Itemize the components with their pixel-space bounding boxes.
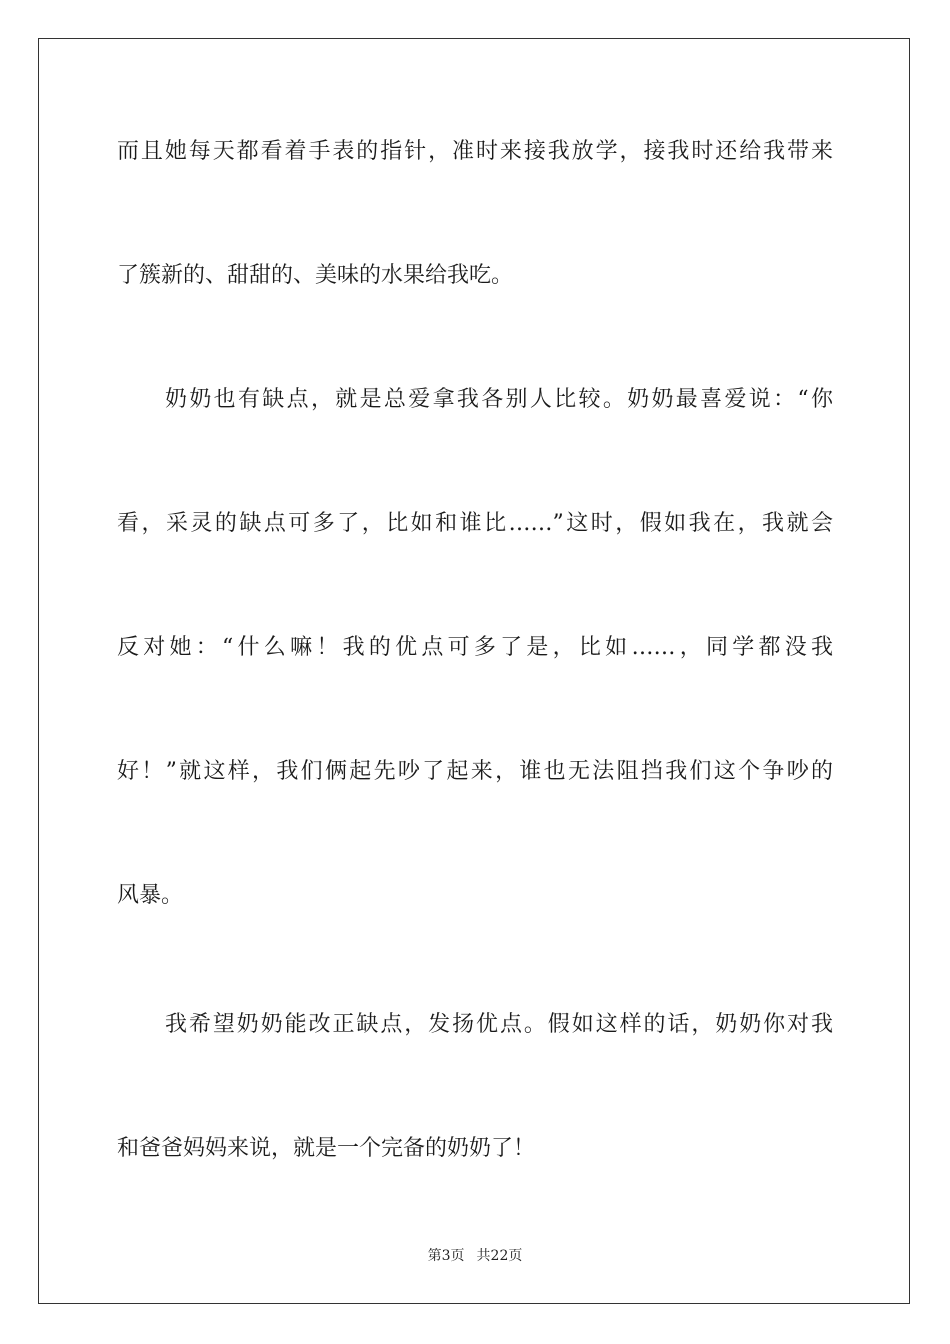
text-line-1: 而且她每天都看着手表的指针，准时来接我放学，接我时还给我带来 — [117, 139, 833, 164]
text-line-7: 风暴。 — [117, 883, 184, 908]
page-number: 第3页 — [427, 1248, 465, 1264]
page-frame — [38, 38, 910, 1304]
text-line-6: 好！”就这样，我们俩起先吵了起来，谁也无法阻挡我们这个争吵的 — [117, 759, 833, 784]
text-line-4: 看，采灵的缺点可多了，比如和谁比……”这时，假如我在，我就会 — [117, 511, 833, 536]
text-line-5: 反对她：“什么嘛！我的优点可多了是，比如……，同学都没我 — [117, 635, 833, 660]
text-line-9: 和爸爸妈妈来说，就是一个完备的奶奶了！ — [117, 1136, 536, 1161]
page-footer — [0, 1246, 950, 1266]
text-line-2: 了簇新的、甜甜的、美味的水果给我吃。 — [117, 263, 514, 288]
text-line-3: 奶奶也有缺点，就是总爱拿我各别人比较。奶奶最喜爱说：“你 — [165, 387, 833, 412]
text-line-8: 我希望奶奶能改正缺点，发扬优点。假如这样的话，奶奶你对我 — [165, 1012, 833, 1037]
page-total: 共22页 — [476, 1248, 523, 1264]
